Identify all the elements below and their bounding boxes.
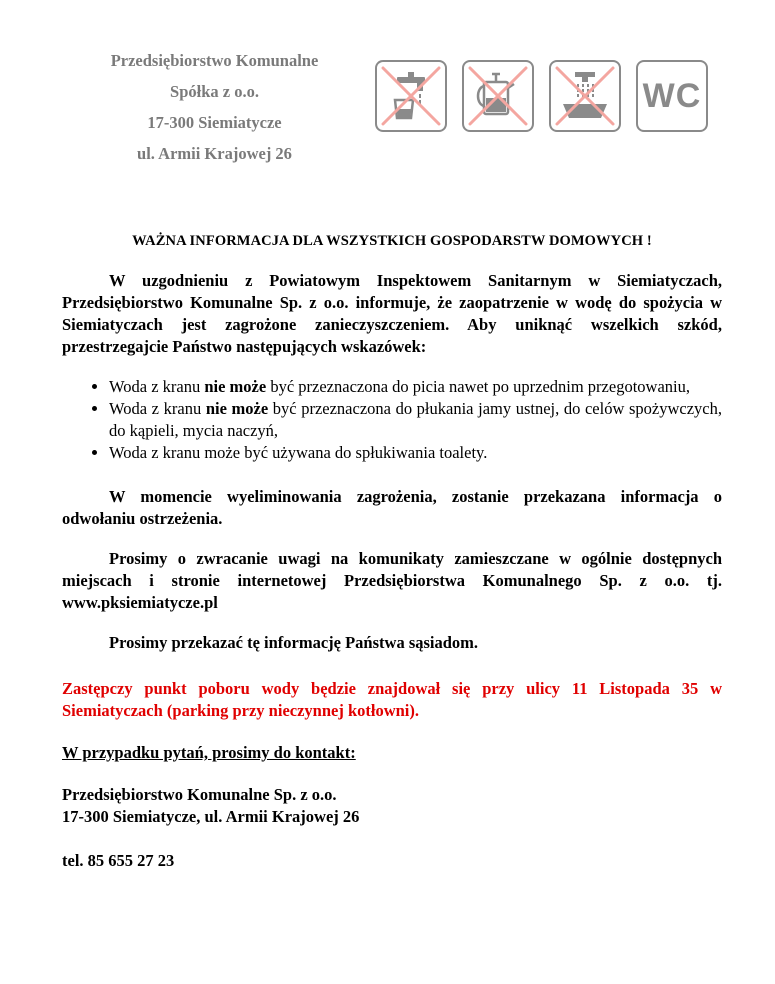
contact-company: Przedsiębiorstwo Komunalne Sp. z o.o. — [62, 785, 337, 804]
company-postal: 17-300 Siemiatycze — [147, 113, 282, 132]
guidelines-list — [62, 376, 722, 464]
company-name: Przedsiębiorstwo Komunalne — [110, 51, 319, 70]
intro-paragraph: W uzgodnieniu z Powiatowym Inspektowem Sanitarnym w Siemiatyczach, Przedsiębiorstwo Komunalne Sp. z o.o. informuje, że zaopatrzenie w wodę do spożycia w Siemiatyczach jest zagrożone zanieczyszczeniem. Aby uniknąć wszelkich szkód, przestrzegajcie Państwo następujących wskazówek: — [62, 271, 722, 356]
list-item: • Woda z kranu nie może być przeznaczona do płukania jamy ustnej, do celów spożywczych, do kąpieli, mycia naczyń, — [109, 398, 722, 442]
company-type: Spółka z o.o. — [170, 82, 259, 101]
notice-body — [62, 230, 722, 872]
no-washing-dishes-icon — [549, 60, 621, 132]
list-item: • Woda z kranu może być używana do spłukiwania toalety. — [109, 442, 722, 464]
notice-heading: WAŻNA INFORMACJA DLA WSZYSTKICH GOSPODARSTW DOMOWYCH ! — [132, 233, 652, 249]
contact-street: 17-300 Siemiatycze, ul. Armii Krajowej 26 — [62, 807, 360, 826]
company-street: ul. Armii Krajowej 26 — [137, 144, 292, 163]
list-item: • Woda z kranu nie może być przeznaczona do picia nawet po uprzednim przegotowaniu, — [109, 376, 722, 398]
neighbors-paragraph: Prosimy przekazać tę informację Państwa sąsiadom. — [109, 633, 479, 652]
water-point-notice: Zastępczy punkt poboru wody będzie znajdował się przy ulicy 11 Listopada 35 w Siemiatyczach (parking przy nieczynnej kotłowni). — [62, 679, 722, 720]
contact-label: W przypadku pytań, prosimy do kontakt: — [62, 743, 356, 762]
contact-phone: tel. 85 655 27 23 — [62, 851, 175, 870]
contact-address — [62, 784, 722, 828]
announcements-paragraph: Prosimy o zwracanie uwagi na komunikaty zamieszczane w ogólnie dostępnych miejscach i stronie internetowej Przedsiębiorstwa Komunalnego Sp. z o.o. tj. www.pksiemiatycze.pl — [62, 549, 722, 612]
company-header — [62, 48, 367, 172]
no-drinking-water-icon — [375, 60, 447, 132]
no-cooking-icon — [462, 60, 534, 132]
elimination-paragraph: W momencie wyeliminowania zagrożenia, zostanie przekazana informacja o odwołaniu ostrzeżenia. — [62, 487, 722, 528]
wc-label: WC — [642, 76, 702, 115]
wc-icon — [636, 60, 708, 132]
